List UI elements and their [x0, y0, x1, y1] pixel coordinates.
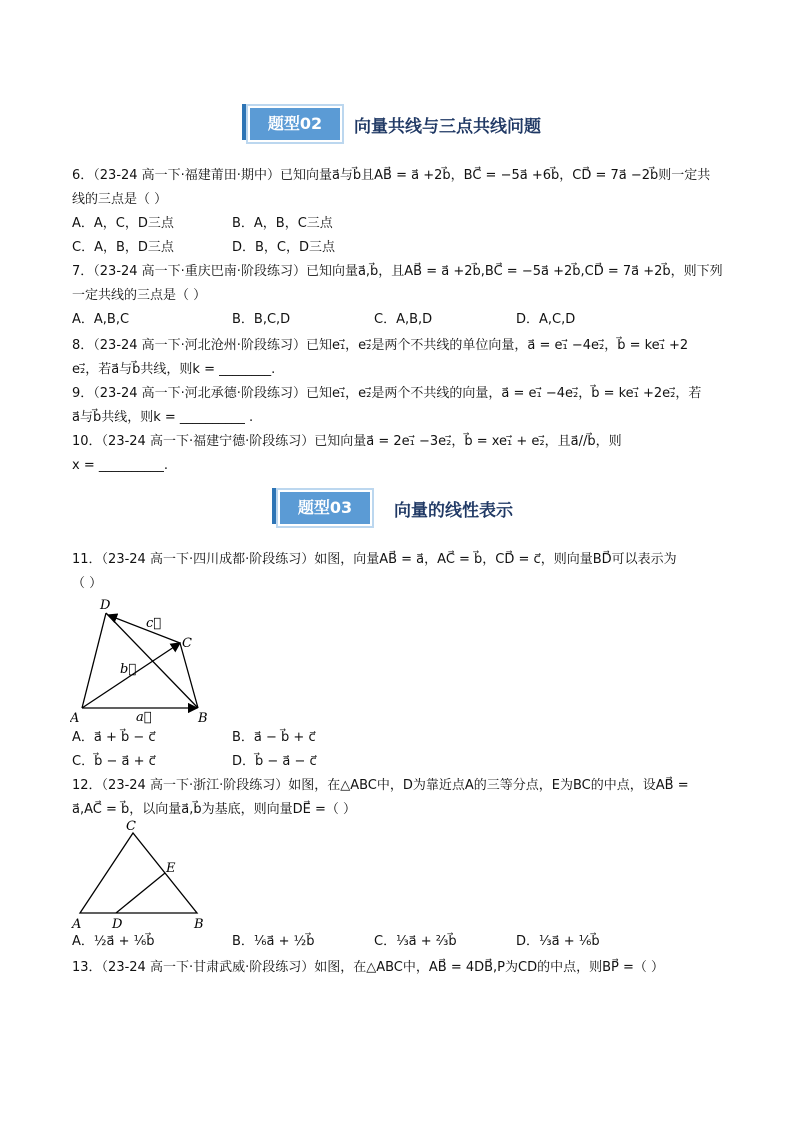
question-11-line1: 11．（23-24 高一下·四川成都·阶段练习）如图，向量AB⃗ = a⃗，AC⃗ = b⃗，CD⃗ = c⃗，则向量BD⃗可以表示为: [72, 552, 677, 567]
q6-option-c: C．A，B，D三点: [72, 240, 174, 255]
q12-figure: [70, 818, 220, 933]
q12-option-b: B．⅙a⃗ + ½b⃗: [232, 934, 315, 949]
q7-option-b: B．B,C,D: [232, 312, 291, 327]
question-12-line1: 12．（23-24 高一下·浙江·阶段练习）如图，在△ABC中，D为靠近点A的三等分点，E为BC的中点，设AB⃗ =: [72, 778, 689, 793]
label-c: C: [126, 819, 136, 834]
label-d: D: [112, 917, 123, 932]
label-a: A: [72, 917, 82, 932]
question-10-line2: x = __________.: [72, 458, 168, 473]
label-vec-c: c⃗: [146, 616, 162, 631]
segment-de: [116, 873, 165, 913]
q11-option-d: D．b⃗ − a⃗ − c⃗: [232, 754, 317, 769]
section-title: 向量共线与三点共线问题: [354, 117, 541, 137]
question-9-line2: a⃗与b⃗共线，则k = __________ .: [72, 410, 254, 425]
q7-option-a: A．A,B,C: [72, 312, 130, 327]
label-a: A: [70, 711, 80, 725]
q12-option-c: C．⅓a⃗ + ⅔b⃗: [374, 934, 457, 949]
question-7-line1: 7．（23-24 高一下·重庆巴南·阶段练习）已知向量a⃗,b⃗，且AB⃗ = a⃗ +2b⃗,BC⃗ = −5a⃗ +2b⃗,CD⃗ = 7a⃗ +2b⃗，则下列: [72, 264, 723, 279]
q11-option-c: C．b⃗ − a⃗ + c⃗: [72, 754, 156, 769]
q7-option-d: D．A,C,D: [516, 312, 576, 327]
question-8-line1: 8．（23-24 高一下·河北沧州·阶段练习）已知e₁⃗，e₂⃗是两个不共线的单位向量，a⃗ = e₁⃗ −4e₂⃗，b⃗ = ke₁⃗ +2: [72, 338, 689, 353]
question-10-line1: 10．（23-24 高一下·福建宁德·阶段练习）已知向量a⃗ = 2e₁⃗ −3e₂⃗，b⃗ = xe₁⃗ + e₂⃗，且a⃗//b⃗，则: [72, 434, 622, 449]
section-badge: 题型02: [248, 106, 342, 142]
label-c: C: [182, 636, 192, 651]
q12-option-d: D．⅓a⃗ + ⅙b⃗: [516, 934, 600, 949]
badge-accent: [242, 104, 246, 140]
label-e: E: [166, 861, 176, 876]
section-title: 向量的线性表示: [394, 501, 513, 521]
vector-cd: [108, 615, 180, 643]
question-13-line1: 13．（23-24 高一下·甘肃武威·阶段练习）如图，在△ABC中，AB⃗ = 4DB⃗,P为CD的中点，则BP⃗ =（ ）: [72, 960, 665, 975]
badge-accent: [272, 488, 276, 524]
label-d: D: [100, 598, 111, 613]
q6-option-d: D．B，C，D三点: [232, 240, 336, 255]
question-6-line2: 线的三点是（ ）: [72, 192, 168, 207]
q7-option-c: C．A,B,D: [374, 312, 433, 327]
label-vec-a: a⃗: [136, 710, 152, 725]
question-8-line2: e₂⃗，若a⃗与b⃗共线，则k = ________.: [72, 362, 276, 377]
q11-option-a: A．a⃗ + b⃗ − c⃗: [72, 730, 156, 745]
question-9-line1: 9．（23-24 高一下·河北承德·阶段练习）已知e₁⃗，e₂⃗是两个不共线的向量，a⃗ = e₁⃗ −4e₂⃗，b⃗ = ke₁⃗ +2e₂⃗，若: [72, 386, 702, 401]
q6-option-b: B．A，B，C三点: [232, 216, 333, 231]
triangle-abc: [80, 833, 197, 913]
question-6-line1: 6．（23-24 高一下·福建莆田·期中）已知向量a⃗与b⃗且AB⃗ = a⃗ +2b⃗，BC⃗ = −5a⃗ +6b⃗，CD⃗ = 7a⃗ −2b⃗则一定共: [72, 168, 711, 183]
question-11-line2: （ ）: [72, 576, 103, 591]
label-vec-b: b⃗: [120, 662, 137, 677]
q11-figure: [70, 595, 220, 725]
q6-option-a: A．A，C，D三点: [72, 216, 174, 231]
question-7-line2: 一定共线的三点是（ ）: [72, 288, 207, 303]
question-12-line2: a⃗,AC⃗ = b⃗，以向量a⃗,b⃗为基底，则向量DE⃗ =（ ）: [72, 802, 356, 817]
q11-option-b: B．a⃗ − b⃗ + c⃗: [232, 730, 316, 745]
label-b: B: [194, 917, 204, 932]
label-b: B: [198, 711, 208, 725]
section-badge: 题型03: [278, 490, 372, 526]
q12-option-a: A．½a⃗ + ⅙b⃗: [72, 934, 155, 949]
